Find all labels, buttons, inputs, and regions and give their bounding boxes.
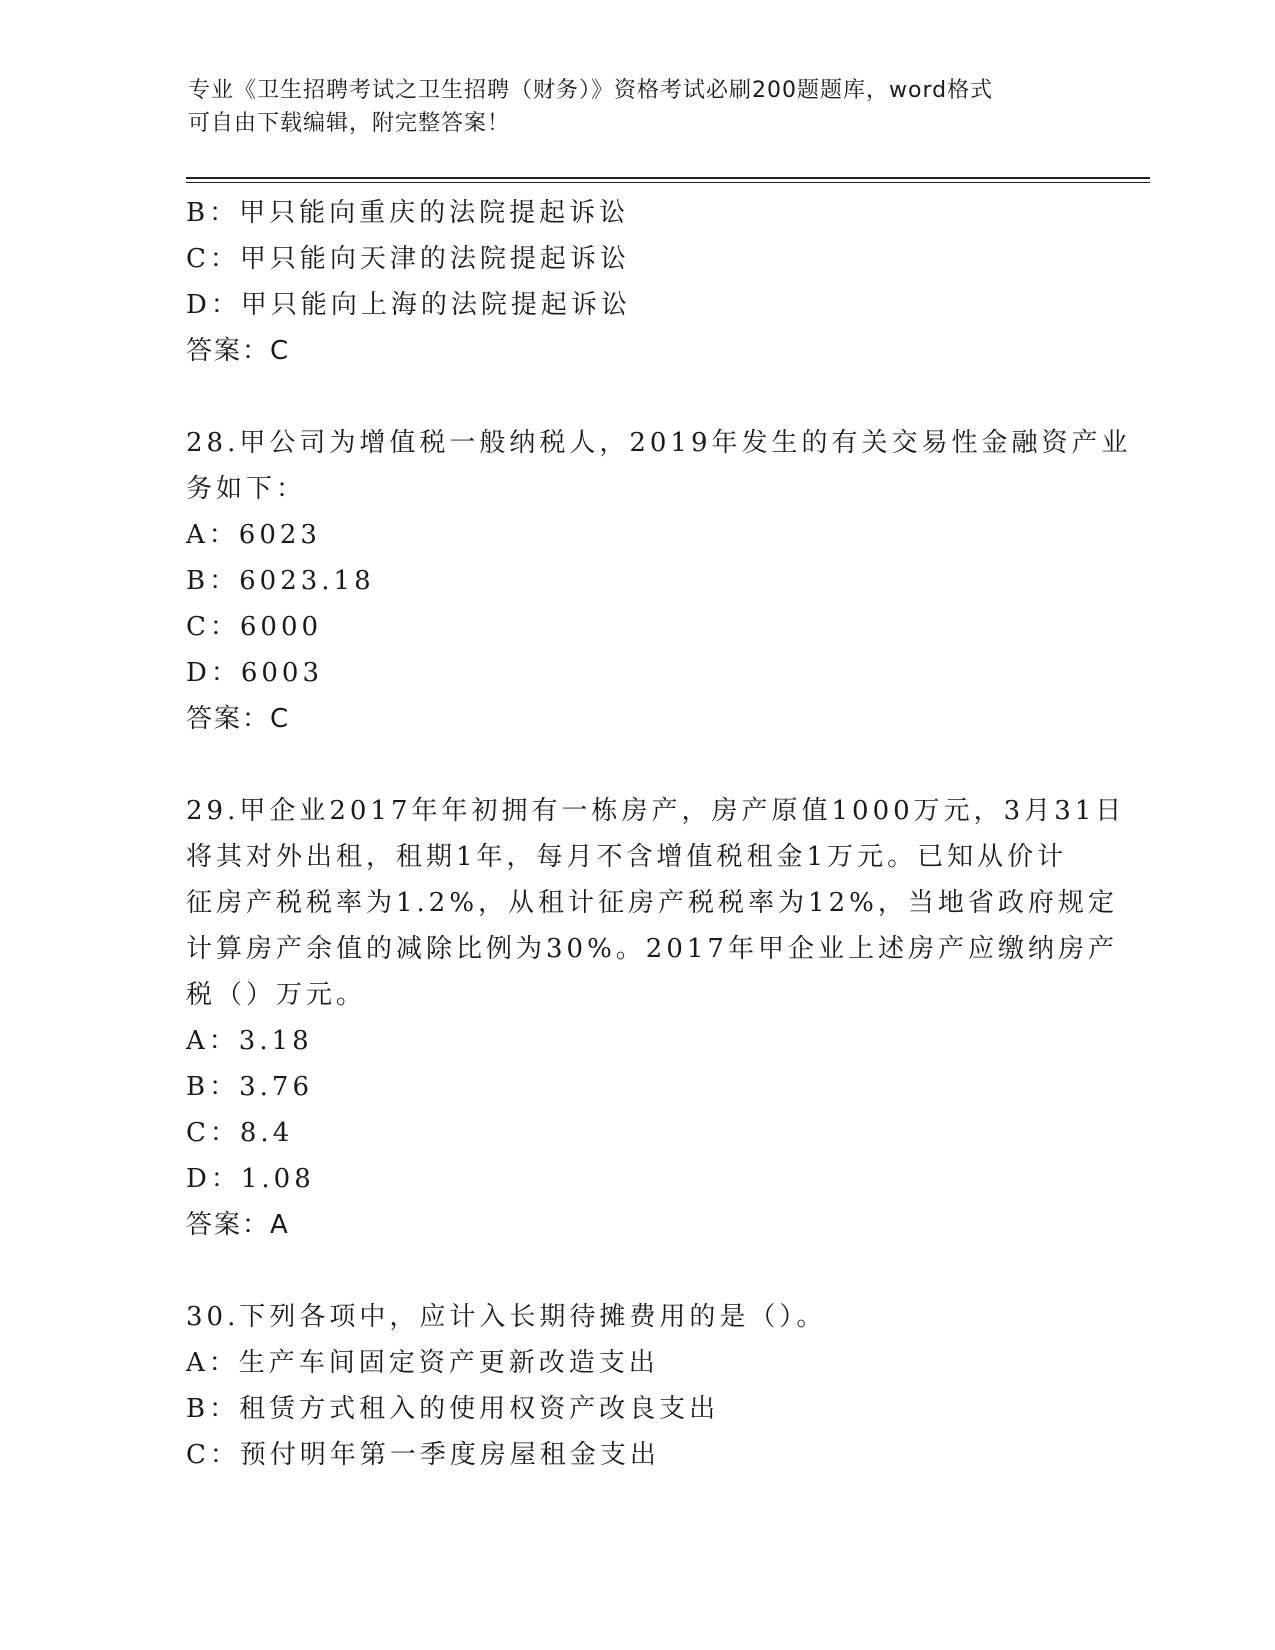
question-stem: 30.下列各项中，应计入长期待摊费用的是（）。 (186, 1302, 827, 1332)
option-a: A：生产车间固定资产更新改造支出 (186, 1348, 659, 1378)
option-c: C：6000 (186, 612, 323, 642)
header-rule-thin (186, 182, 1150, 183)
option-a: A：3.18 (186, 1026, 313, 1056)
option-c: C：预付明年第一季度房屋租金支出 (186, 1440, 660, 1470)
document-header (188, 74, 1088, 140)
document-body (186, 190, 1132, 1478)
header-line-2: 可自由下载编辑，附完整答案！ (188, 111, 511, 136)
header-rule-thick (186, 177, 1150, 179)
question-27 (186, 190, 1086, 374)
answer: 答案：C (186, 704, 291, 734)
question-stem: 29.甲企业2017年年初拥有一栋房产，房产原值1000万元，3月31日 (186, 796, 1126, 826)
answer: 答案：C (186, 336, 291, 366)
option-b: B：甲只能向重庆的法院提起诉讼 (186, 198, 630, 228)
option-c: C：甲只能向天津的法院提起诉讼 (186, 244, 630, 274)
option-b: B：租赁方式租入的使用权资产改良支出 (186, 1394, 720, 1424)
question-28 (186, 420, 1132, 742)
spacer (186, 374, 1086, 420)
question-stem: 征房产税税率为1.2%，从租计征房产税税率为12%，当地省政府规定 (186, 888, 1118, 918)
header-line-1: 专业《卫生招聘考试之卫生招聘（财务）》资格考试必刷200题题库，word格式 (188, 78, 994, 103)
option-d: D：甲只能向上海的法院提起诉讼 (186, 290, 631, 320)
option-c: C：8.4 (186, 1118, 294, 1148)
question-stem: 28.甲公司为增值税一般纳税人，2019年发生的有关交易性金融资产业 (186, 428, 1132, 458)
option-d: D：6003 (186, 658, 324, 688)
option-b: B：6023.18 (186, 566, 375, 596)
question-stem: 将其对外出租，租期1年，每月不含增值税租金1万元。已知从价计 (186, 842, 1068, 872)
answer: 答案：A (186, 1210, 290, 1240)
question-stem: 计算房产余值的减除比例为30%。2017年甲企业上述房产应缴纳房产 (186, 934, 1118, 964)
option-d: D：1.08 (186, 1164, 315, 1194)
option-a: A：6023 (186, 520, 321, 550)
question-stem: 税（）万元。 (186, 980, 367, 1010)
question-29 (186, 788, 1126, 1248)
question-stem: 务如下： (186, 474, 307, 504)
spacer (186, 1248, 1086, 1294)
option-b: B：3.76 (186, 1072, 313, 1102)
question-30 (186, 1294, 1086, 1478)
spacer (186, 742, 1086, 788)
